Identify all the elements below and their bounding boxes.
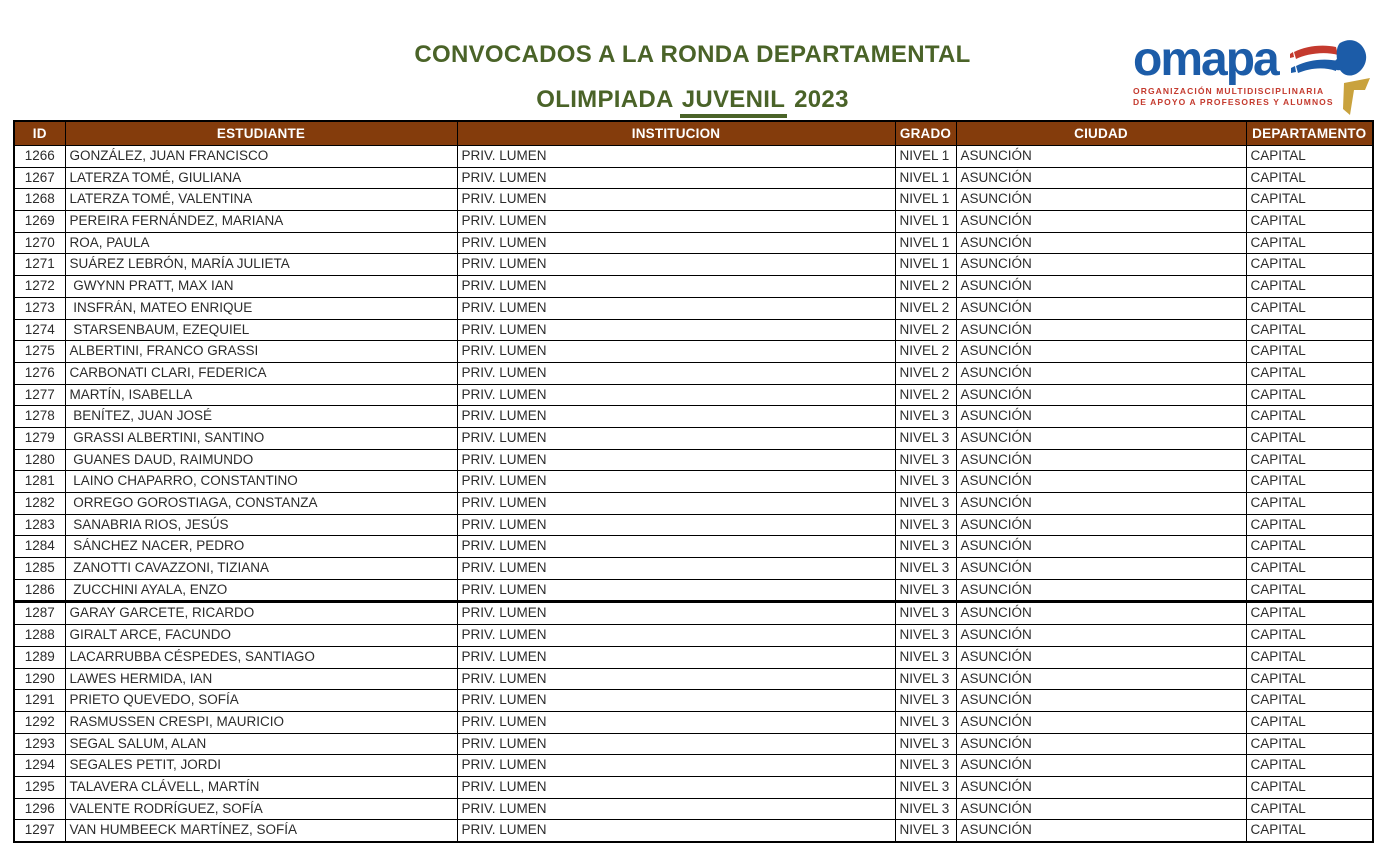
cell-grado: NIVEL 3 (895, 558, 956, 580)
cell-institucion: PRIV. LUMEN (457, 427, 895, 449)
cell-estudiante: ORREGO GOROSTIAGA, CONSTANZA (65, 493, 457, 515)
cell-id: 1277 (14, 384, 65, 406)
cell-grado: NIVEL 1 (895, 146, 956, 168)
cell-ciudad: ASUNCIÓN (956, 362, 1246, 384)
cell-id: 1286 (14, 579, 65, 602)
table-row (14, 558, 1373, 580)
cell-grado: NIVEL 3 (895, 536, 956, 558)
omapa-tagline-line2: DE APOYO A PROFESORES Y ALUMNOS (1133, 97, 1334, 108)
table-row (14, 167, 1373, 189)
cell-departamento: CAPITAL (1246, 625, 1373, 647)
cell-id: 1281 (14, 471, 65, 493)
cell-ciudad: ASUNCIÓN (956, 733, 1246, 755)
cell-id: 1294 (14, 755, 65, 777)
table-row (14, 276, 1373, 298)
cell-ciudad: ASUNCIÓN (956, 668, 1246, 690)
cell-ciudad: ASUNCIÓN (956, 602, 1246, 625)
students-table-body (14, 146, 1373, 843)
table-row (14, 362, 1373, 384)
table-row (14, 579, 1373, 602)
cell-departamento: CAPITAL (1246, 493, 1373, 515)
cell-ciudad: ASUNCIÓN (956, 536, 1246, 558)
cell-departamento: CAPITAL (1246, 776, 1373, 798)
cell-id: 1291 (14, 690, 65, 712)
cell-estudiante: BENÍTEZ, JUAN JOSÉ (65, 406, 457, 428)
table-row (14, 493, 1373, 515)
table-row (14, 733, 1373, 755)
paraguay-map-brush-icon (1288, 35, 1378, 121)
cell-departamento: CAPITAL (1246, 319, 1373, 341)
cell-grado: NIVEL 1 (895, 167, 956, 189)
cell-grado: NIVEL 3 (895, 493, 956, 515)
cell-ciudad: ASUNCIÓN (956, 341, 1246, 363)
cell-ciudad: ASUNCIÓN (956, 646, 1246, 668)
cell-estudiante: VALENTE RODRÍGUEZ, SOFÍA (65, 798, 457, 820)
cell-id: 1266 (14, 146, 65, 168)
cell-ciudad: ASUNCIÓN (956, 776, 1246, 798)
cell-institucion: PRIV. LUMEN (457, 820, 895, 842)
students-table (13, 120, 1374, 843)
cell-id: 1285 (14, 558, 65, 580)
cell-departamento: CAPITAL (1246, 690, 1373, 712)
cell-departamento: CAPITAL (1246, 514, 1373, 536)
cell-departamento: CAPITAL (1246, 820, 1373, 842)
cell-grado: NIVEL 3 (895, 579, 956, 602)
cell-id: 1296 (14, 798, 65, 820)
cell-grado: NIVEL 2 (895, 341, 956, 363)
column-header-ciudad: CIUDAD (956, 121, 1246, 146)
cell-departamento: CAPITAL (1246, 276, 1373, 298)
cell-id: 1293 (14, 733, 65, 755)
cell-id: 1271 (14, 254, 65, 276)
cell-institucion: PRIV. LUMEN (457, 646, 895, 668)
cell-institucion: PRIV. LUMEN (457, 514, 895, 536)
students-table-header (14, 121, 1373, 146)
cell-grado: NIVEL 3 (895, 471, 956, 493)
cell-grado: NIVEL 2 (895, 319, 956, 341)
cell-id: 1268 (14, 189, 65, 211)
cell-departamento: CAPITAL (1246, 471, 1373, 493)
cell-grado: NIVEL 3 (895, 668, 956, 690)
cell-institucion: PRIV. LUMEN (457, 254, 895, 276)
cell-institucion: PRIV. LUMEN (457, 733, 895, 755)
table-row (14, 189, 1373, 211)
cell-id: 1267 (14, 167, 65, 189)
cell-departamento: CAPITAL (1246, 449, 1373, 471)
cell-institucion: PRIV. LUMEN (457, 232, 895, 254)
table-row (14, 536, 1373, 558)
cell-departamento: CAPITAL (1246, 189, 1373, 211)
cell-departamento: CAPITAL (1246, 711, 1373, 733)
cell-ciudad: ASUNCIÓN (956, 146, 1246, 168)
cell-ciudad: ASUNCIÓN (956, 232, 1246, 254)
table-row (14, 798, 1373, 820)
cell-id: 1279 (14, 427, 65, 449)
cell-departamento: CAPITAL (1246, 427, 1373, 449)
subtitle-post: 2023 (787, 86, 849, 113)
cell-estudiante: SANABRIA RIOS, JESÚS (65, 514, 457, 536)
table-row (14, 690, 1373, 712)
cell-institucion: PRIV. LUMEN (457, 146, 895, 168)
cell-ciudad: ASUNCIÓN (956, 167, 1246, 189)
cell-estudiante: SEGALES PETIT, JORDI (65, 755, 457, 777)
column-header-institucion: INSTITUCION (457, 121, 895, 146)
cell-institucion: PRIV. LUMEN (457, 755, 895, 777)
cell-institucion: PRIV. LUMEN (457, 276, 895, 298)
table-row (14, 341, 1373, 363)
cell-institucion: PRIV. LUMEN (457, 711, 895, 733)
cell-estudiante: ZANOTTI CAVAZZONI, TIZIANA (65, 558, 457, 580)
cell-grado: NIVEL 2 (895, 276, 956, 298)
cell-departamento: CAPITAL (1246, 733, 1373, 755)
cell-grado: NIVEL 3 (895, 406, 956, 428)
cell-departamento: CAPITAL (1246, 146, 1373, 168)
table-row (14, 146, 1373, 168)
cell-ciudad: ASUNCIÓN (956, 254, 1246, 276)
cell-grado: NIVEL 3 (895, 798, 956, 820)
omapa-tagline-line1: ORGANIZACIÓN MULTIDISCIPLINARIA (1133, 85, 1325, 96)
cell-institucion: PRIV. LUMEN (457, 384, 895, 406)
table-row (14, 776, 1373, 798)
cell-estudiante: GUANES DAUD, RAIMUNDO (65, 449, 457, 471)
cell-estudiante: CARBONATI CLARI, FEDERICA (65, 362, 457, 384)
cell-institucion: PRIV. LUMEN (457, 625, 895, 647)
cell-institucion: PRIV. LUMEN (457, 776, 895, 798)
cell-institucion: PRIV. LUMEN (457, 798, 895, 820)
cell-id: 1284 (14, 536, 65, 558)
table-row (14, 471, 1373, 493)
cell-id: 1287 (14, 602, 65, 625)
cell-estudiante: MARTÍN, ISABELLA (65, 384, 457, 406)
table-row (14, 602, 1373, 625)
cell-estudiante: SEGAL SALUM, ALAN (65, 733, 457, 755)
cell-grado: NIVEL 1 (895, 189, 956, 211)
cell-estudiante: GARAY GARCETE, RICARDO (65, 602, 457, 625)
cell-grado: NIVEL 3 (895, 690, 956, 712)
cell-departamento: CAPITAL (1246, 798, 1373, 820)
cell-estudiante: PRIETO QUEVEDO, SOFÍA (65, 690, 457, 712)
cell-ciudad: ASUNCIÓN (956, 471, 1246, 493)
table-row (14, 427, 1373, 449)
cell-institucion: PRIV. LUMEN (457, 602, 895, 625)
cell-id: 1273 (14, 297, 65, 319)
column-header-estudiante: ESTUDIANTE (65, 121, 457, 146)
cell-ciudad: ASUNCIÓN (956, 427, 1246, 449)
cell-ciudad: ASUNCIÓN (956, 493, 1246, 515)
omapa-wordmark: omapa (1133, 33, 1278, 86)
cell-ciudad: ASUNCIÓN (956, 711, 1246, 733)
cell-institucion: PRIV. LUMEN (457, 189, 895, 211)
cell-ciudad: ASUNCIÓN (956, 384, 1246, 406)
table-row (14, 668, 1373, 690)
cell-grado: NIVEL 3 (895, 449, 956, 471)
cell-estudiante: LATERZA TOMÉ, GIULIANA (65, 167, 457, 189)
cell-institucion: PRIV. LUMEN (457, 167, 895, 189)
cell-ciudad: ASUNCIÓN (956, 579, 1246, 602)
cell-departamento: CAPITAL (1246, 646, 1373, 668)
cell-id: 1270 (14, 232, 65, 254)
cell-departamento: CAPITAL (1246, 406, 1373, 428)
cell-id: 1297 (14, 820, 65, 842)
table-row (14, 232, 1373, 254)
cell-grado: NIVEL 3 (895, 427, 956, 449)
cell-grado: NIVEL 3 (895, 820, 956, 842)
table-row (14, 625, 1373, 647)
cell-departamento: CAPITAL (1246, 254, 1373, 276)
cell-ciudad: ASUNCIÓN (956, 211, 1246, 233)
cell-estudiante: GIRALT ARCE, FACUNDO (65, 625, 457, 647)
cell-estudiante: GONZÁLEZ, JUAN FRANCISCO (65, 146, 457, 168)
cell-ciudad: ASUNCIÓN (956, 189, 1246, 211)
cell-grado: NIVEL 3 (895, 711, 956, 733)
table-row (14, 820, 1373, 842)
table-row (14, 711, 1373, 733)
cell-grado: NIVEL 3 (895, 733, 956, 755)
cell-institucion: PRIV. LUMEN (457, 406, 895, 428)
cell-departamento: CAPITAL (1246, 668, 1373, 690)
cell-id: 1282 (14, 493, 65, 515)
cell-id: 1269 (14, 211, 65, 233)
cell-ciudad: ASUNCIÓN (956, 514, 1246, 536)
cell-ciudad: ASUNCIÓN (956, 690, 1246, 712)
cell-institucion: PRIV. LUMEN (457, 319, 895, 341)
cell-estudiante: ZUCCHINI AYALA, ENZO (65, 579, 457, 602)
cell-estudiante: TALAVERA CLÁVELL, MARTÍN (65, 776, 457, 798)
cell-id: 1283 (14, 514, 65, 536)
cell-estudiante: RASMUSSEN CRESPI, MAURICIO (65, 711, 457, 733)
cell-institucion: PRIV. LUMEN (457, 471, 895, 493)
cell-institucion: PRIV. LUMEN (457, 341, 895, 363)
cell-id: 1276 (14, 362, 65, 384)
cell-ciudad: ASUNCIÓN (956, 558, 1246, 580)
cell-estudiante: LAINO CHAPARRO, CONSTANTINO (65, 471, 457, 493)
column-header-grado: GRADO (895, 121, 956, 146)
cell-departamento: CAPITAL (1246, 362, 1373, 384)
cell-estudiante: VAN HUMBEECK MARTÍNEZ, SOFÍA (65, 820, 457, 842)
cell-departamento: CAPITAL (1246, 536, 1373, 558)
subtitle-underlined-word: JUVENIL (680, 86, 787, 118)
subtitle-pre: OLIMPIADA (536, 86, 680, 113)
table-row (14, 449, 1373, 471)
cell-id: 1275 (14, 341, 65, 363)
cell-departamento: CAPITAL (1246, 558, 1373, 580)
cell-departamento: CAPITAL (1246, 579, 1373, 602)
cell-departamento: CAPITAL (1246, 167, 1373, 189)
table-row (14, 646, 1373, 668)
cell-estudiante: LATERZA TOMÉ, VALENTINA (65, 189, 457, 211)
cell-ciudad: ASUNCIÓN (956, 449, 1246, 471)
cell-institucion: PRIV. LUMEN (457, 493, 895, 515)
cell-institucion: PRIV. LUMEN (457, 536, 895, 558)
cell-estudiante: SÁNCHEZ NACER, PEDRO (65, 536, 457, 558)
cell-departamento: CAPITAL (1246, 341, 1373, 363)
table-row (14, 211, 1373, 233)
cell-departamento: CAPITAL (1246, 232, 1373, 254)
cell-ciudad: ASUNCIÓN (956, 276, 1246, 298)
cell-institucion: PRIV. LUMEN (457, 297, 895, 319)
cell-id: 1290 (14, 668, 65, 690)
cell-departamento: CAPITAL (1246, 211, 1373, 233)
cell-ciudad: ASUNCIÓN (956, 297, 1246, 319)
table-row (14, 514, 1373, 536)
cell-grado: NIVEL 1 (895, 254, 956, 276)
cell-estudiante: SUÁREZ LEBRÓN, MARÍA JULIETA (65, 254, 457, 276)
cell-grado: NIVEL 3 (895, 646, 956, 668)
cell-grado: NIVEL 3 (895, 602, 956, 625)
cell-institucion: PRIV. LUMEN (457, 362, 895, 384)
cell-estudiante: LACARRUBBA CÉSPEDES, SANTIAGO (65, 646, 457, 668)
cell-grado: NIVEL 1 (895, 232, 956, 254)
column-header-id: ID (14, 121, 65, 146)
cell-estudiante: LAWES HERMIDA, IAN (65, 668, 457, 690)
cell-institucion: PRIV. LUMEN (457, 558, 895, 580)
cell-ciudad: ASUNCIÓN (956, 625, 1246, 647)
cell-estudiante: ALBERTINI, FRANCO GRASSI (65, 341, 457, 363)
cell-ciudad: ASUNCIÓN (956, 319, 1246, 341)
cell-id: 1272 (14, 276, 65, 298)
cell-institucion: PRIV. LUMEN (457, 668, 895, 690)
table-row (14, 297, 1373, 319)
cell-estudiante: PEREIRA FERNÁNDEZ, MARIANA (65, 211, 457, 233)
cell-ciudad: ASUNCIÓN (956, 755, 1246, 777)
cell-grado: NIVEL 2 (895, 297, 956, 319)
cell-departamento: CAPITAL (1246, 297, 1373, 319)
cell-id: 1295 (14, 776, 65, 798)
cell-ciudad: ASUNCIÓN (956, 820, 1246, 842)
cell-institucion: PRIV. LUMEN (457, 690, 895, 712)
cell-grado: NIVEL 2 (895, 362, 956, 384)
cell-id: 1292 (14, 711, 65, 733)
cell-estudiante: ROA, PAULA (65, 232, 457, 254)
cell-id: 1289 (14, 646, 65, 668)
cell-estudiante: GWYNN PRATT, MAX IAN (65, 276, 457, 298)
cell-institucion: PRIV. LUMEN (457, 449, 895, 471)
cell-institucion: PRIV. LUMEN (457, 579, 895, 602)
cell-grado: NIVEL 2 (895, 384, 956, 406)
page-title: CONVOCADOS A LA RONDA DEPARTAMENTAL (414, 41, 971, 68)
omapa-logo (1133, 33, 1383, 120)
table-row (14, 254, 1373, 276)
cell-id: 1278 (14, 406, 65, 428)
cell-departamento: CAPITAL (1246, 602, 1373, 625)
cell-institucion: PRIV. LUMEN (457, 211, 895, 233)
cell-ciudad: ASUNCIÓN (956, 406, 1246, 428)
cell-departamento: CAPITAL (1246, 384, 1373, 406)
cell-departamento: CAPITAL (1246, 755, 1373, 777)
table-row (14, 319, 1373, 341)
cell-grado: NIVEL 1 (895, 211, 956, 233)
cell-grado: NIVEL 3 (895, 776, 956, 798)
column-header-departamento: DEPARTAMENTO (1246, 121, 1373, 146)
cell-grado: NIVEL 3 (895, 755, 956, 777)
cell-id: 1280 (14, 449, 65, 471)
cell-id: 1274 (14, 319, 65, 341)
cell-grado: NIVEL 3 (895, 514, 956, 536)
table-row (14, 755, 1373, 777)
cell-id: 1288 (14, 625, 65, 647)
table-row (14, 406, 1373, 428)
cell-estudiante: STARSENBAUM, EZEQUIEL (65, 319, 457, 341)
table-row (14, 384, 1373, 406)
cell-estudiante: GRASSI ALBERTINI, SANTINO (65, 427, 457, 449)
cell-grado: NIVEL 3 (895, 625, 956, 647)
cell-ciudad: ASUNCIÓN (956, 798, 1246, 820)
cell-estudiante: INSFRÁN, MATEO ENRIQUE (65, 297, 457, 319)
